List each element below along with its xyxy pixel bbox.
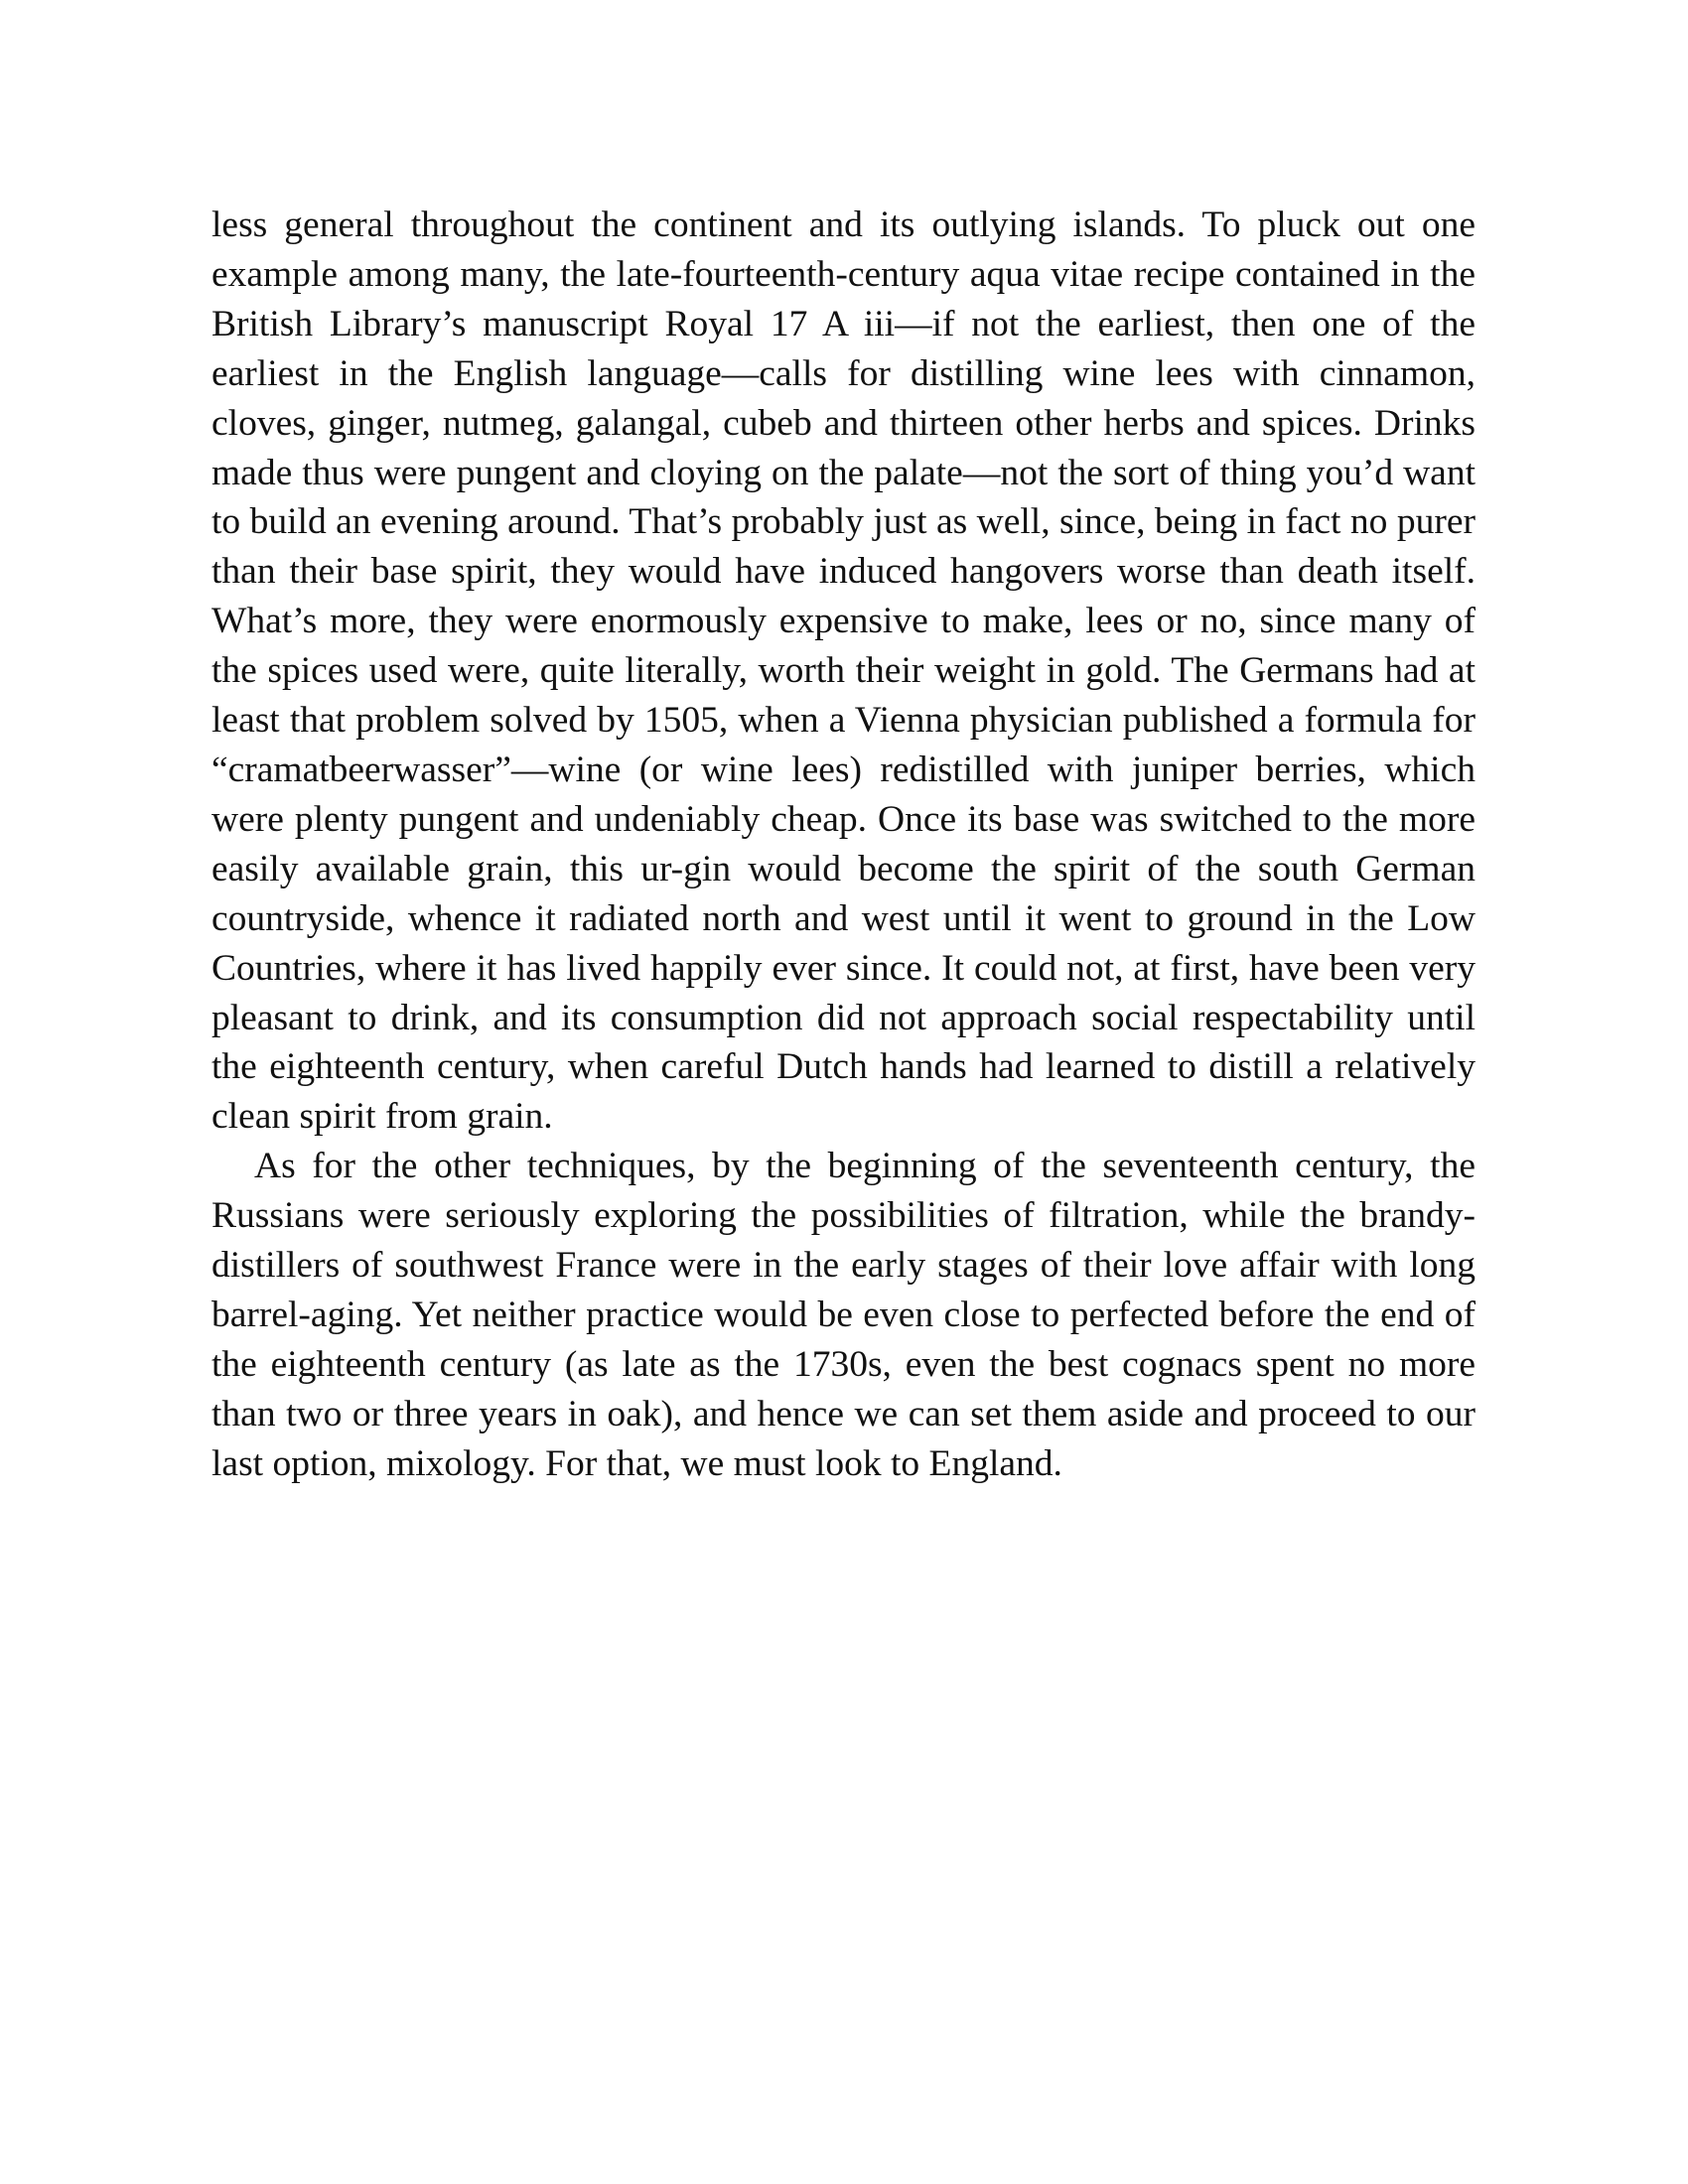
paragraph-continuation: less general throughout the continent and its outlying islands. To pluck out one example among many, the late-fourteenth-century aqua vitae recipe contained in the British Library’s manuscript Royal 17 A iii—if not the earliest, then one of the earliest in the English language—calls for distilling wine lees with cinnamon, cloves, ginger, nutmeg, galangal, cubeb and thirteen other herbs and spices. Drinks made thus were pungent and cloying on the palate—not the sort of thing you’d want to build an evening around. That’s probably just as well, since, being in fact no purer than their base spirit, they would have induced hangovers worse than death itself. What’s more, they were enormously expensive to make, lees or no, since many of the spices used were, quite literally, worth their weight in gold. The Germans had at least that problem solved by 1505, when a Vienna physician published a formula for “cramatbeerwasser”—wine (or wine lees) redistilled with juniper berries, which were plenty pungent and undeniably cheap. Once its base was switched to the more easily available grain, this ur-gin would become the spirit of the south German countryside, whence it radiated north and west until it went to ground in the Low Countries, where it has lived happily ever since. It could not, at first, have been very pleasant to drink, and its consumption did not approach social respectability until the eighteenth century, when careful Dutch hands had learned to distill a relatively clean spirit from grain.: [211, 205, 1476, 1138]
body-text: [211, 201, 1476, 1489]
paragraph-other-techniques: As for the other techniques, by the beginning of the seventeenth century, the Russians were seriously exploring the possibilities of filtration, while the brandy-distillers of southwest France were in the early stages of their love affair with long barrel-aging. Yet neither practice would be even close to perfected before the end of the eighteenth century (as late as the 1730s, even the best cognacs spent no more than two or three years in oak), and hence we can set them aside and proceed to our last option, mixology. For that, we must look to England.: [211, 1146, 1476, 1484]
